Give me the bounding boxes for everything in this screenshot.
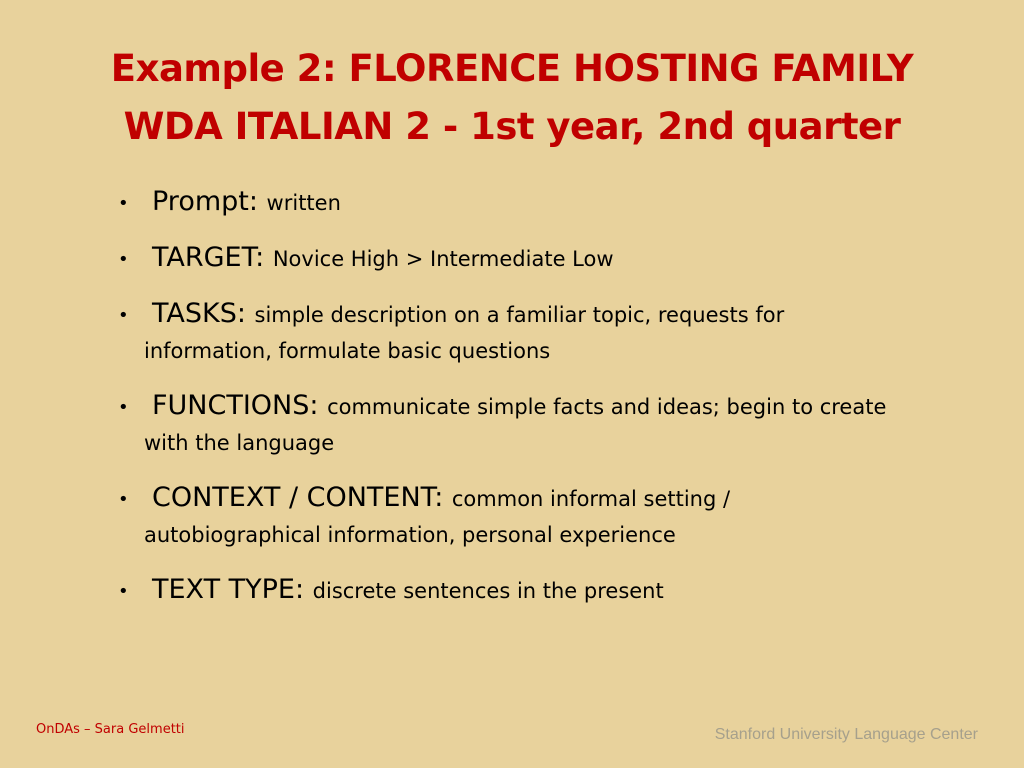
- bullet-description: common informal setting / autobiographical information, personal experience: [144, 487, 731, 547]
- bullet-label: TASKS:: [152, 298, 255, 329]
- bullet-label: TARGET:: [152, 242, 273, 273]
- footer-institution: Stanford University Language Center: [714, 726, 978, 743]
- bullet-description: written: [266, 191, 341, 215]
- bullet-item-prompt: [112, 184, 902, 221]
- bullet-dot: •: [118, 489, 129, 510]
- bullet-dot: •: [118, 193, 129, 214]
- bullet-item-text-type: [112, 572, 902, 609]
- slide-title: [40, 40, 984, 156]
- bullet-dot: •: [118, 397, 129, 418]
- bullet-description: Novice High > Intermediate Low: [272, 247, 614, 271]
- bullet-item-target: [112, 240, 902, 277]
- title-line-2: WDA ITALIAN 2 - 1st year, 2nd quarter: [123, 105, 901, 148]
- bullet-description: communicate simple facts and ideas; begin to create with the language: [144, 395, 887, 455]
- bullet-label: TEXT TYPE:: [152, 574, 313, 605]
- bullet-item-tasks: [112, 296, 902, 369]
- bullet-label: Prompt:: [152, 186, 267, 217]
- bullet-dot: •: [118, 305, 129, 326]
- bullet-list: [112, 184, 902, 628]
- title-line-1: Example 2: FLORENCE HOSTING FAMILY: [110, 47, 914, 90]
- bullet-dot: •: [118, 581, 129, 602]
- bullet-description: simple description on a familiar topic, requests for information, formulate basic questions: [144, 303, 785, 363]
- bullet-dot: •: [118, 249, 129, 270]
- bullet-item-context: [112, 480, 902, 553]
- footer-author: OnDAs – Sara Gelmetti: [36, 722, 185, 737]
- bullet-label: FUNCTIONS:: [152, 390, 328, 421]
- bullet-item-functions: [112, 388, 902, 461]
- bullet-description: discrete sentences in the present: [312, 579, 664, 603]
- bullet-label: CONTEXT / CONTENT:: [152, 482, 452, 513]
